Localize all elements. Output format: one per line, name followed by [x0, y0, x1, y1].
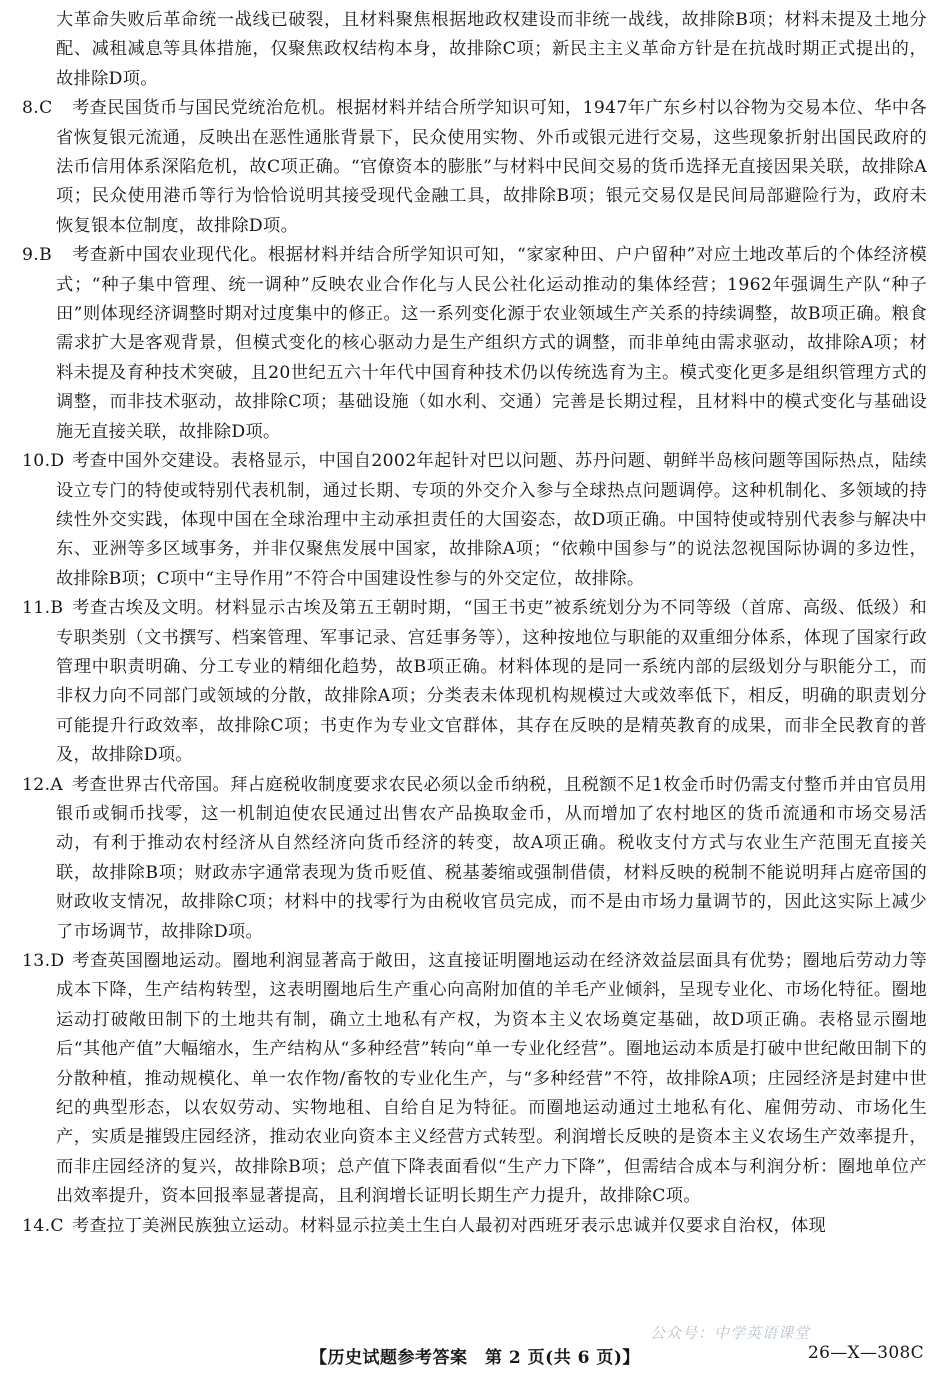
answer-item [22, 771, 927, 947]
answer-paragraph [22, 594, 927, 770]
answer-paragraph [22, 947, 927, 1212]
question-number-text: 12. [22, 774, 51, 795]
answer-letter: C [50, 1215, 64, 1236]
answer-letter: C [39, 98, 53, 119]
explanation-text: 考查民国货币与国民党统治危机。根据材料并结合所学知识可知，1947年广东乡村以谷物为交易本位、华中各省恢复银元流通，反映出在恶性通胀背景下，民众使用实物、外币或银元进行交易，这些现象折射出国民政府的法币信用体系深陷危机，故C项正确。“官僚资本的膨胀”与材料中民间交易的货币选择无直接因果关联，故排除A项；民众使用港币等行为恰恰说明其接受现代金融工具，故排除B项；银元交易仅是民间局部避险行为，政府未恢复银本位制度，故排除D项。 [56, 98, 927, 236]
previous-item-continuation: 大革命失败后革命统一战线已破裂，且材料聚焦根据地政权建设而非统一战线，故排除B项；材料未提及土地分配、减租减息等具体措施，仅聚焦政权结构本身，故排除C项；新民主主义革命方针是在抗战时期正式提出的，故排除D项。 [56, 10, 927, 89]
question-number [22, 1212, 72, 1241]
answer-letter: A [50, 774, 64, 795]
question-number [22, 947, 72, 976]
watermark-text: 公众号：中学英语课堂 [650, 1324, 811, 1342]
explanation-text: 考查拉丁美洲民族独立运动。材料显示拉美土生白人最初对西班牙表示忠诚并仅要求自治权，体现 [72, 1215, 827, 1236]
answer-paragraph [22, 447, 927, 594]
question-number [22, 94, 72, 123]
question-number-text: 8. [22, 98, 40, 119]
answer-paragraph [22, 771, 927, 947]
question-number [22, 771, 72, 800]
question-number [22, 447, 72, 476]
question-number-text: 13. [22, 951, 51, 971]
answer-content [22, 6, 927, 1241]
answer-item [22, 1212, 927, 1241]
answer-item-list [22, 94, 927, 1241]
answer-paragraph [22, 94, 927, 241]
answer-item [22, 447, 927, 594]
page-footer [0, 1343, 950, 1369]
question-number-text: 10. [22, 451, 51, 472]
explanation-text: 考查中国外交建设。表格显示，中国自2002年起针对巴以问题、苏丹问题、朝鲜半岛核问题等国际热点，陆续设立专门的特使或特别代表机制，通过长期、专项的外交介入参与全球热点问题调停。这种机制化、多领域的持续性外交实践，体现中国在全球治理中主动承担责任的大国姿态，故D项正确。中国特使或特别代表参与解决中东、亚洲等多区域事务，并非仅聚焦发展中国家，故排除A项；“依赖中国参与”的说法忽视国际协调的多边性，故排除B项；C项中“主导作用”不符合中国建设性参与的外交定位，故排除。 [56, 451, 927, 589]
answer-item [22, 94, 927, 241]
footer-title: 【历史试题参考答案 第 2 页(共 6 页)】 [310, 1348, 640, 1368]
answer-item [22, 241, 927, 447]
question-number-text: 9. [22, 245, 40, 266]
answer-paragraph [22, 1212, 927, 1241]
question-number [22, 241, 72, 270]
explanation-text: 考查英国圈地运动。圈地利润显著高于敞田，这直接证明圈地运动在经济效益层面具有优势；圈地后劳动力等成本下降，生产结构转型，这表明圈地后生产重心向高附加值的羊毛产业倾斜，呈现专业化、市场化特征。圈地运动打破敞田制下的土地共有制，确立土地私有产权，为资本主义农场奠定基础，故D项正确。表格显示圈地后“其他产值”大幅缩水，生产结构从“多种经营”转向“单一专业化经营”。圈地运动本质是打破中世纪敞田制下的分散种植，推动规模化、单一农作物/畜牧的专业化生产，与“多种经营”不符，故排除A项；庄园经济是封建中世纪的典型形态，以农奴劳动、实物地租、自给自足为特征。而圈地运动通过土地私有化、雇佣劳动、市场化生产，实质是摧毁庄园经济，推动农业向资本主义经营方式转型。利润增长反映的是资本主义农场生产效率提升，而非庄园经济的复兴，故排除B项；总产值下降表面看似“生产力下降”，但需结合成本与利润分析：圈地单位产出效率提升，资本回报率显著提高，且利润增长证明长期生产力提升，故排除C项。 [56, 951, 927, 1207]
question-number-text: 11. [22, 598, 51, 619]
explanation-text: 考查古埃及文明。材料显示古埃及第五王朝时期，“国王书吏”被系统划分为不同等级（首席、高级、低级）和专职类别（文书撰写、档案管理、军事记录、宫廷事务等），这种按地位与职能的双重细分体系，体现了国家行政管理中职责明确、分工专业的精细化趋势，故B项正确。材料体现的是同一系统内部的层级划分与职能分工，而非权力向不同部门或领域的分散，故排除A项；分类表未体现机构规模过大或效率低下，相反，明确的职责划分可能提升行政效率，故排除C项；书吏作为专业文官群体，其存在反映的是精英教育的成果，而非全民教育的普及，故排除D项。 [56, 598, 927, 766]
answer-letter: D [50, 951, 65, 971]
explanation-text: 考查新中国农业现代化。根据材料并结合所学知识可知，“家家种田、户户留种”对应土地改革后的个体经济模式；“种子集中管理、统一调种”反映农业合作化与人民公社化运动推动的集体经营；1962年强调生产队“种子田”则体现经济调整时期对过度集中的修正。这一系列变化源于农业领域生产关系的持续调整，故B项正确。粮食需求扩大是客观背景，但模式变化的核心驱动力是生产组织方式的调整，而非单纯由需求驱动，故排除A项；材料未提及育种技术突破，且20世纪五六十年代中国育种技术仍以传统选育为主。模式变化更多是组织管理方式的调整，而非技术驱动，故排除C项；基础设施（如水利、交通）完善是长期过程，且材料中的模式变化与基础设施无直接关联，故排除D项。 [56, 245, 927, 442]
answer-item [22, 947, 927, 1212]
explanation-text: 考查世界古代帝国。拜占庭税收制度要求农民必须以金币纳税，且税额不足1枚金币时仍需支付整币并由官员用银币或铜币找零，这一机制迫使农民通过出售农产品换取金币，从而增加了农村地区的货币流通和市场交易活动，有利于推动农村经济从自然经济向货币经济的转变，故A项正确。税收支付方式与农业生产范围无直接关联，故排除B项；财政赤字通常表现为货币贬值、税基萎缩或强制借债，材料反映的税制不能说明拜占庭帝国的财政收支情况，故排除C项；材料中的找零行为由税收官员完成，而不是由市场力量调节的，因此这实际上减少了市场调节，故排除D项。 [56, 774, 927, 942]
answer-item [22, 594, 927, 770]
answer-paragraph [22, 241, 927, 447]
answer-letter: D [50, 451, 65, 472]
answer-letter: B [50, 598, 64, 619]
question-number-text: 14. [22, 1215, 51, 1236]
answer-letter: B [39, 245, 53, 266]
footer-code: 26—X—308C [808, 1343, 924, 1363]
question-number [22, 594, 72, 623]
